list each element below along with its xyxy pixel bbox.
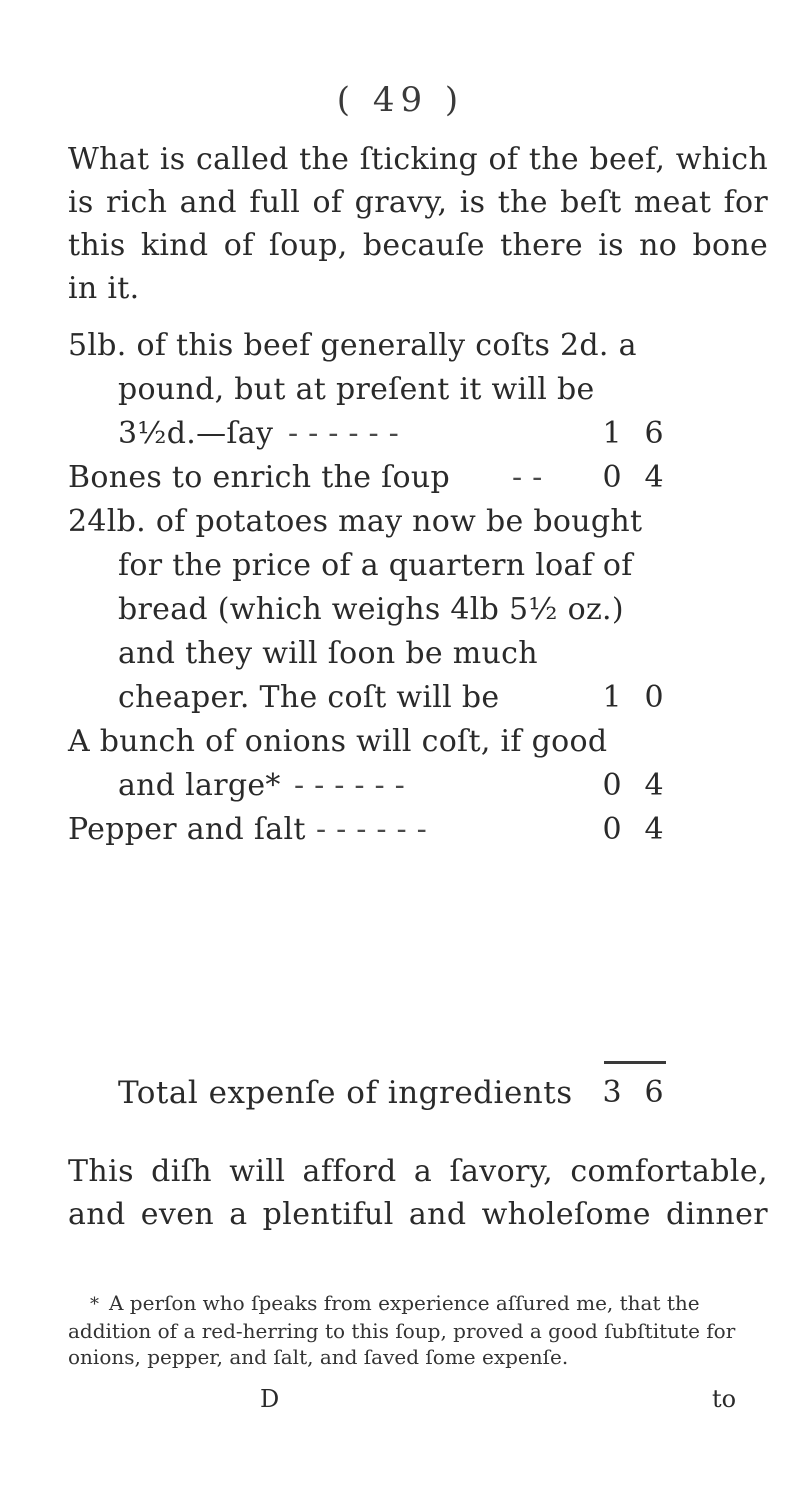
amount-shillings: 1 xyxy=(602,416,622,451)
footnote-marker: * xyxy=(90,1294,99,1315)
cost-item-potatoes-line: 24lb. of potatoes may now be bought xyxy=(68,504,643,539)
cost-item-onions-line: and large* xyxy=(118,768,281,803)
cost-item-bones-line: Bones to enrich the ſoup xyxy=(68,460,450,495)
amount-shillings: 0 xyxy=(602,812,622,847)
amount-shillings: 0 xyxy=(602,768,622,803)
intro-line: this kind of ſoup, becauſe there is no bone xyxy=(68,228,768,263)
amount-pence: 4 xyxy=(644,768,664,803)
total-label: Total expenſe of ingredients xyxy=(118,1075,573,1111)
leader-dashes: ------ xyxy=(316,812,437,847)
amount-shillings: 1 xyxy=(602,680,622,715)
intro-paragraph xyxy=(68,138,768,310)
cost-item-potatoes-line: bread (which weighs 4lb 5½ oz.) xyxy=(118,592,624,627)
intro-line: What is called the ſticking of the beef, which xyxy=(68,142,768,177)
closing-paragraph xyxy=(68,1150,768,1236)
footnote xyxy=(68,1290,774,1370)
cost-item-beef-line: pound, but at preſent it will be xyxy=(118,372,595,407)
cost-item-pepper-line: Pepper and ſalt xyxy=(68,812,306,847)
leader-dashes: -- xyxy=(512,460,553,495)
signature-mark: D xyxy=(260,1385,280,1413)
cost-item-beef-line: 5lb. of this beef generally coſts 2d. a xyxy=(68,328,637,363)
cost-item-onions-line: A bunch of onions will coſt, if good xyxy=(68,724,608,759)
total-pence: 6 xyxy=(644,1075,664,1110)
page-number: ( 49 ) xyxy=(336,80,465,120)
leader-dashes: ------ xyxy=(288,416,409,451)
amount-pence: 4 xyxy=(644,812,664,847)
intro-line: in it. xyxy=(68,271,140,306)
leader-dashes: ------ xyxy=(294,768,415,803)
closing-line: This diſh will afford a ſavory, comfortable, xyxy=(68,1154,768,1189)
closing-line: and even a plentiful and wholeſome dinner xyxy=(68,1197,768,1232)
catchword: to xyxy=(712,1385,737,1413)
cost-item-potatoes-line: for the price of a quartern loaf of xyxy=(118,548,633,583)
cost-item-potatoes-line: cheaper. The coſt will be xyxy=(118,680,500,715)
total-shillings: 3 xyxy=(602,1075,622,1110)
amount-pence: 4 xyxy=(644,460,664,495)
intro-line: is rich and full of gravy, is the beſt meat for xyxy=(68,185,768,220)
amount-shillings: 0 xyxy=(602,460,622,495)
footnote-text: A perſon who ſpeaks from experience aſſured me, that the addition of a red-herring to this ſoup, proved a good ſubſtitute for onions, pepper, and ſalt, and ſaved ſome expenſe. xyxy=(68,1291,736,1369)
total-rule xyxy=(604,1061,666,1064)
amount-pence: 6 xyxy=(644,416,664,451)
cost-item-potatoes-line: and they will ſoon be much xyxy=(118,636,538,671)
cost-item-beef-line: 3½d.—ſay xyxy=(118,416,274,451)
amount-pence: 0 xyxy=(644,680,664,715)
